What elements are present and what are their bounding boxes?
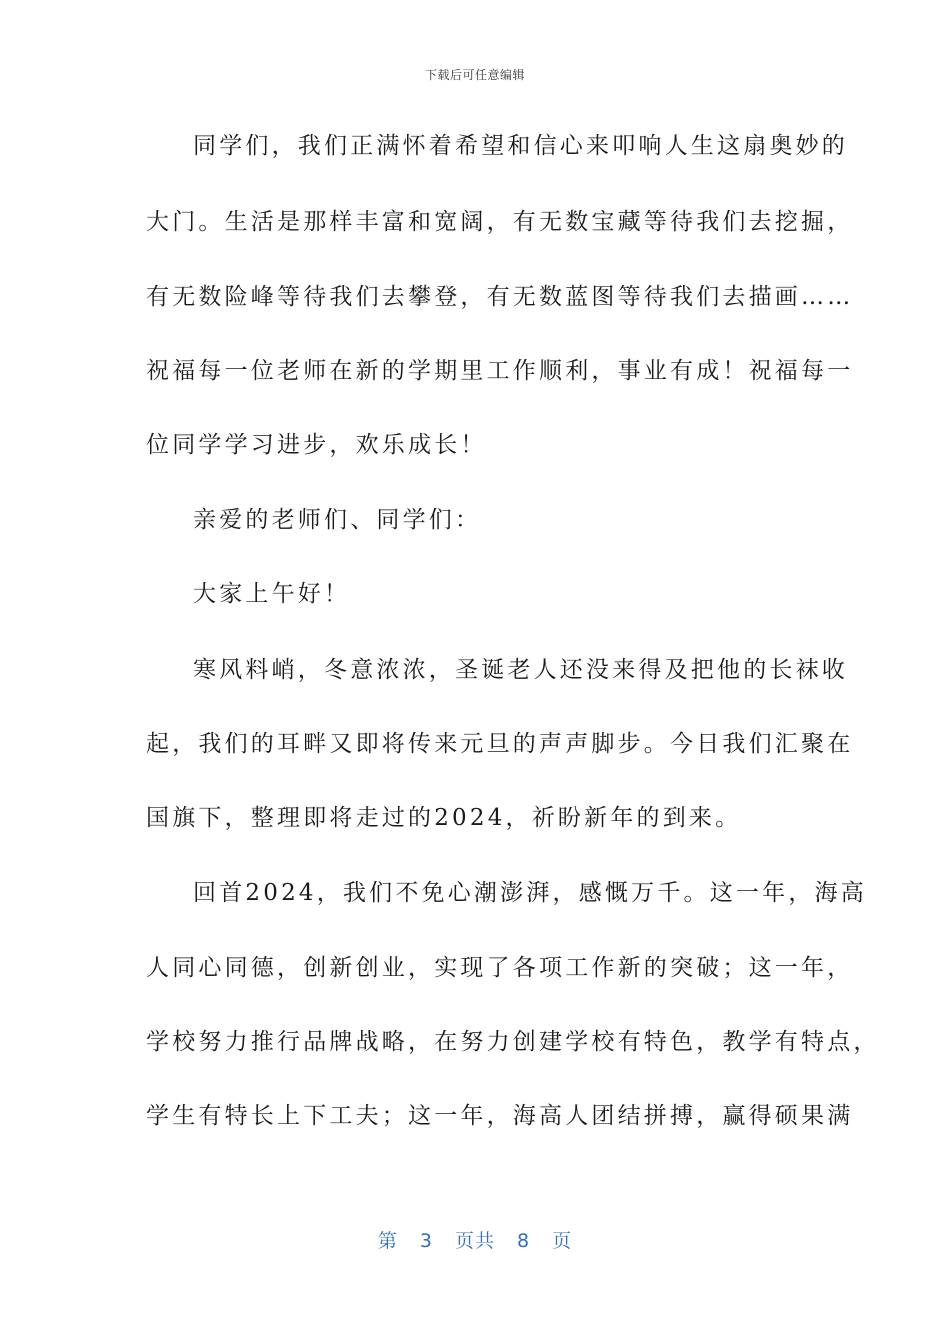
body-line: 寒风料峭，冬意浓浓，圣诞老人还没来得及把他的长袜收 <box>193 657 848 683</box>
page-suffix: 页 <box>552 1230 573 1252</box>
body-line: 学校努力推行品牌战略，在努力创建学校有特色，教学有特点， <box>146 1029 880 1055</box>
current-page-number: 3 <box>419 1230 433 1252</box>
body-line: 国旗下，整理即将走过的2024，祈盼新年的到来。 <box>146 805 742 831</box>
body-line: 大家上午好！ <box>193 581 351 607</box>
body-line: 人同心同德，创新创业，实现了各项工作新的突破；这一年， <box>146 955 854 981</box>
body-line: 位同学学习进步，欢乐成长！ <box>146 432 487 458</box>
body-line: 祝福每一位老师在新的学期里工作顺利，事业有成！祝福每一 <box>146 358 854 384</box>
total-pages-number: 8 <box>517 1230 531 1252</box>
page-prefix: 第 <box>377 1230 398 1252</box>
body-line: 有无数险峰等待我们去攀登，有无数蓝图等待我们去描画…… <box>146 284 854 310</box>
body-line: 回首2024，我们不免心潮澎湃，感慨万千。这一年，海高 <box>193 880 867 906</box>
page-mid: 页共 <box>454 1230 495 1252</box>
header-note: 下载后可任意编辑 <box>424 68 525 82</box>
body-line: 亲爱的老师们、同学们： <box>193 507 482 533</box>
page-footer <box>0 1226 950 1253</box>
body-line: 大门。生活是那样丰富和宽阔，有无数宝藏等待我们去挖掘， <box>146 209 854 235</box>
body-line: 同学们，我们正满怀着希望和信心来叩响人生这扇奥妙的 <box>193 133 848 159</box>
body-line: 起，我们的耳畔又即将传来元旦的声声脚步。今日我们汇聚在 <box>146 731 854 757</box>
body-line: 学生有特长上下工夫；这一年，海高人团结拼搏，赢得硕果满 <box>146 1103 854 1129</box>
